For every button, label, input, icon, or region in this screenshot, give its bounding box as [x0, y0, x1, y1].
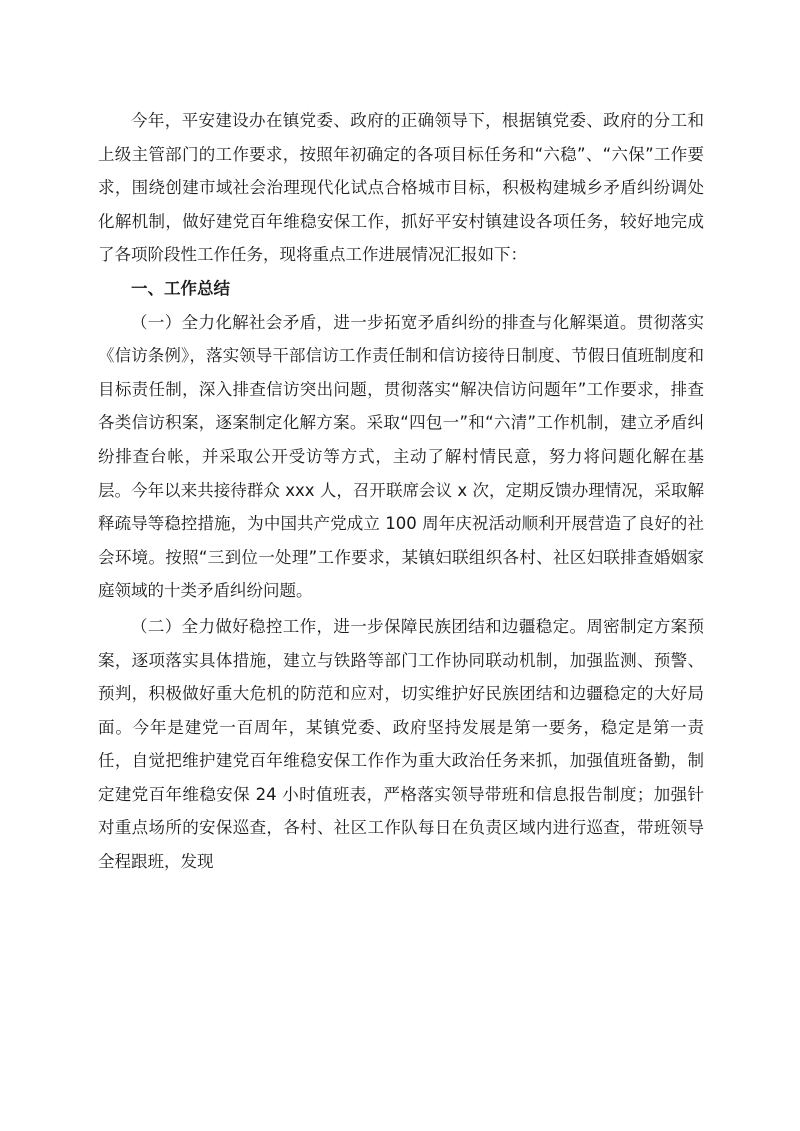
document-body [98, 104, 704, 879]
intro-paragraph: 今年，平安建设办在镇党委、政府的正确领导下，根据镇党委、政府的分工和上级主管部门的工作要求，按照年初确定的各项目标任务和“六稳”、“六保”工作要求，围绕创建市域社会治理现代化试点合格城市目标，积极构建城乡矛盾纠纷调处化解机制，做好建党百年维稳安保工作，抓好平安村镇建设各项任务，较好地完成了各项阶段性工作任务，现将重点工作进展情况汇报如下： [98, 111, 704, 265]
section-heading: 一、工作总结 [131, 278, 230, 298]
item-one-paragraph: （一）全力化解社会矛盾，进一步拓宽矛盾纠纷的排查与化解渠道。贯彻落实《信访条例》，落实领导干部信访工作责任制和信访接待日制度、节假日值班制度和目标责任制，深入排查信访突出问题，贯彻落实“解决信访问题年”工作要求，排查各类信访积案，逐案制定化解方案。采取“四包一”和“六清”工作机制，建立矛盾纠纷排查台帐，并采取公开受访等方式，主动了解村情民意，努力将问题化解在基层。今年以来共接待群众 xxx 人，召开联席会议 x 次，定期反馈办理情况，采取解释疏导等稳控措施，为中国共产党成立 100 周年庆祝活动顺利开展营造了良好的社会环境。按照“三到位一处理”工作要求，某镇妇联组织各村、社区妇联排查婚姻家庭领域的十类矛盾纠纷问题。 [98, 312, 704, 601]
item-two-paragraph: （二）全力做好稳控工作，进一步保障民族团结和边疆稳定。周密制定方案预案，逐项落实具体措施，建立与铁路等部门工作协同联动机制，加强监测、预警、预判，积极做好重大危机的防范和应对，切实维护好民族团结和边疆稳定的大好局面。今年是建党一百周年，某镇党委、政府坚持发展是第一要务，稳定是第一责任，自觉把维护建党百年维稳安保工作作为重大政治任务来抓，加强值班备勤，制定建党百年维稳安保 24 小时值班表，严格落实领导带班和信息报告制度；加强针对重点场所的安保巡查，各村、社区工作队每日在负责区域内进行巡查，带班领导全程跟班，发现 [98, 616, 704, 872]
